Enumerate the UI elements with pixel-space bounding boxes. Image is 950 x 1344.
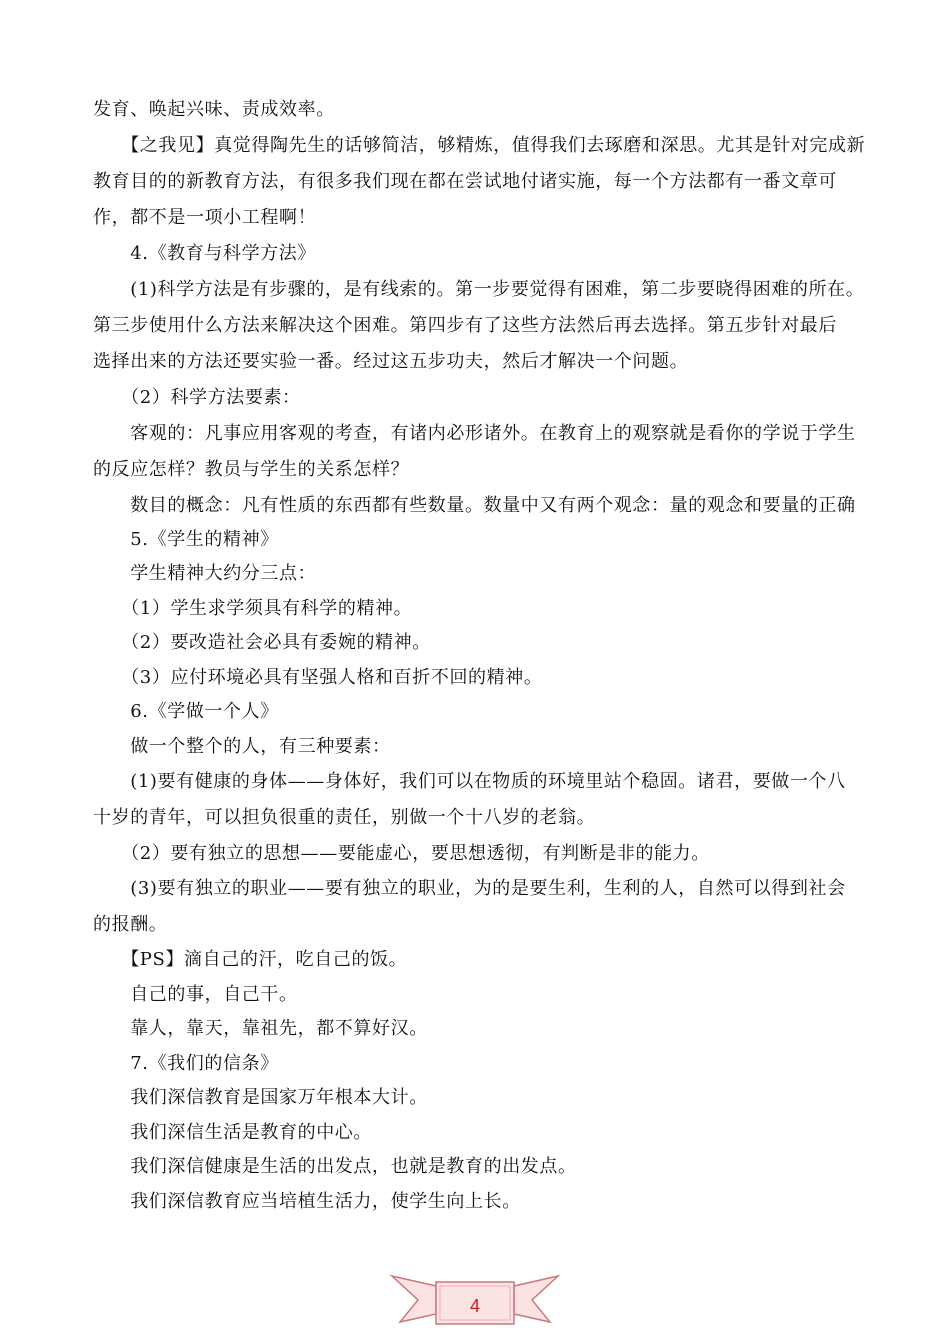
section-heading: 6.《学做一个人》 [93,701,279,722]
text-line: （2）要有独立的思想——要能虚心，要思想透彻，有判断是非的能力。 [93,843,710,864]
text-line: 客观的：凡事应用客观的考查，有诸内必形诸外。在教育上的观察就是看你的学说于学生 [93,423,856,444]
text-line: （2）要改造社会必具有委婉的精神。 [93,632,431,653]
text-line: 【之我见】真觉得陶先生的话够简洁，够精炼，值得我们去琢磨和深思。尤其是针对完成新 [93,135,866,156]
page-footer [0,1256,950,1344]
text-line: 自己的事，自己干。 [93,984,298,1005]
text-line: 靠人，靠天，靠祖先，都不算好汉。 [93,1018,428,1039]
text-line: 发育、唤起兴味、责成效率。 [93,99,335,120]
text-line: 的报酬。 [93,914,168,935]
text-line: 我们深信教育是国家万年根本大计。 [93,1087,428,1108]
section-heading: 4.《教育与科学方法》 [93,243,316,264]
text-line: (3)要有独立的职业——要有独立的职业，为的是要生利，生利的人，自然可以得到社会 [93,878,846,899]
text-line: 数目的概念：凡有性质的东西都有些数量。数量中又有两个观念：量的观念和要量的正确 [93,495,856,516]
text-line: 学生精神大约分三点： [93,563,317,584]
text-line: 做一个整个的人，有三种要素： [93,736,391,757]
section-heading: 7.《我们的信条》 [93,1053,279,1074]
text-line: 作，都不是一项小工程啊！ [93,207,317,228]
text-line: （2）科学方法要素： [93,387,301,408]
text-line: (1)要有健康的身体——身体好，我们可以在物质的环境里站个稳固。诸君，要做一个八 [93,771,846,792]
text-line: （3）应付环境必具有坚强人格和百折不回的精神。 [93,667,543,688]
text-line: 教育目的的新教育方法，有很多我们现在都在尝试地付诸实施，每一个方法都有一番文章可 [93,171,837,192]
text-line: 的反应怎样？教员与学生的关系怎样？ [93,459,410,480]
text-line: 选择出来的方法还要实验一番。经过这五步功夫，然后才解决一个问题。 [93,351,689,372]
text-line: (1)科学方法是有步骤的，是有线索的。第一步要觉得有困难，第二步要晓得困难的所在。 [93,279,865,300]
text-line: 我们深信生活是教育的中心。 [93,1122,372,1143]
section-heading: 5.《学生的精神》 [93,529,279,550]
text-line: 我们深信健康是生活的出发点，也就是教育的出发点。 [93,1156,577,1177]
text-line: 【PS】滴自己的汗，吃自己的饭。 [93,949,408,970]
text-line: 第三步使用什么方法来解决这个困难。第四步有了这些方法然后再去选择。第五步针对最后 [93,315,837,336]
text-line: （1）学生求学须具有科学的精神。 [93,598,413,619]
page-number: 4 [469,1296,480,1316]
text-line: 我们深信教育应当培植生活力，使学生向上长。 [93,1191,521,1212]
text-line: 十岁的青年，可以担负很重的责任，别做一个十八岁的老翁。 [93,807,596,828]
